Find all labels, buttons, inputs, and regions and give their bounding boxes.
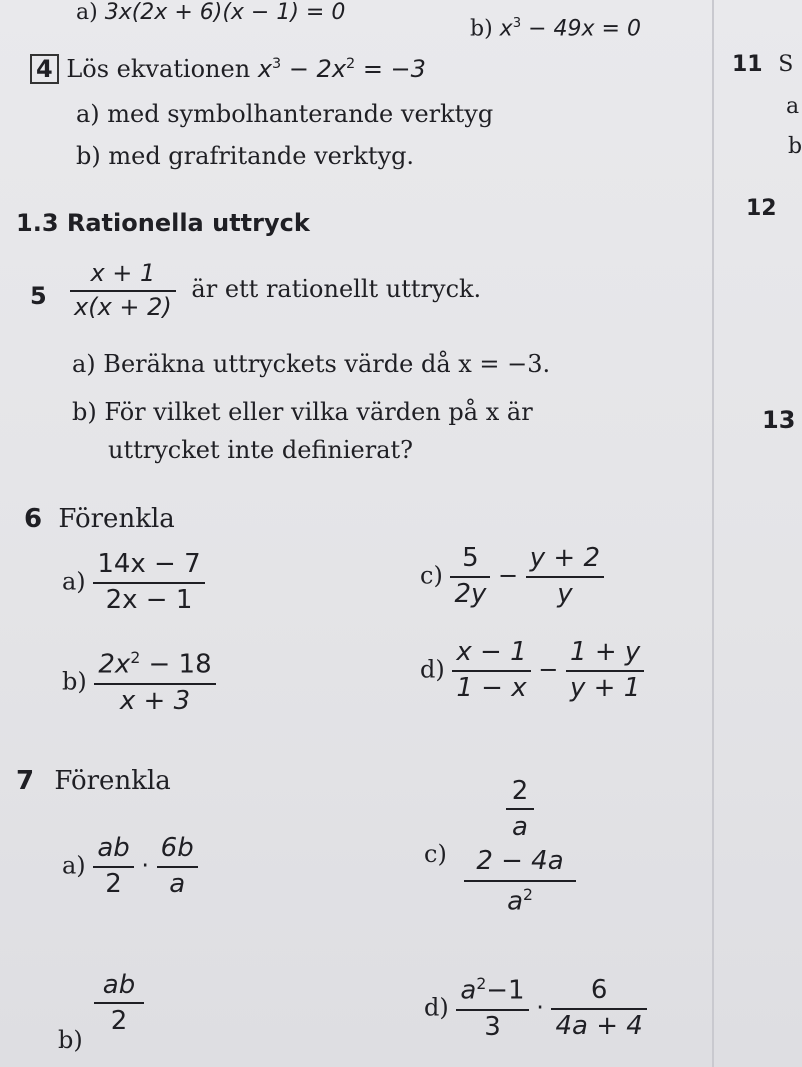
problem-6-a bbox=[62, 550, 205, 616]
problem-6-d-fraction-1 bbox=[452, 638, 530, 704]
fraction-bar bbox=[94, 1002, 144, 1004]
numerator: x − 1 bbox=[456, 637, 527, 667]
problem-7-d bbox=[424, 976, 647, 1042]
problem-6-b-fraction bbox=[94, 650, 215, 716]
problem-6-c-fraction-2 bbox=[526, 544, 604, 610]
problem-7-a bbox=[62, 834, 198, 900]
top-a-label: a) bbox=[76, 0, 98, 25]
right-fragment-a: a bbox=[786, 94, 800, 119]
fraction-bar bbox=[456, 1009, 528, 1011]
numerator: 1 + y bbox=[570, 637, 641, 667]
problem-4-text: Lös ekvationen bbox=[66, 55, 251, 83]
top-b-expr-pre: x bbox=[499, 16, 513, 42]
fraction-bar bbox=[94, 683, 215, 685]
numerator: 6 bbox=[590, 975, 608, 1006]
problem-4-number: 4 bbox=[30, 54, 59, 84]
section-heading: 1.3 Rationella uttryck bbox=[16, 209, 310, 237]
numerator: 5 bbox=[462, 543, 479, 573]
fraction-bar bbox=[526, 576, 604, 578]
denominator: 2y bbox=[454, 578, 487, 609]
denominator: 3 bbox=[484, 1011, 501, 1042]
right-number-11: 11 bbox=[732, 52, 763, 77]
fraction-bar bbox=[93, 582, 204, 584]
top-b-label: b) bbox=[470, 16, 493, 42]
problem-5-text: är ett rationellt uttryck. bbox=[191, 275, 482, 304]
problem-6-c-label: c) bbox=[420, 561, 443, 590]
operator: − bbox=[538, 655, 559, 684]
problem-6-number: 6 bbox=[24, 504, 43, 534]
problem-7-d-fraction-1 bbox=[456, 976, 528, 1042]
denominator: 4a + 4 bbox=[555, 1011, 643, 1042]
problem-6-a-fraction bbox=[93, 550, 204, 616]
problem-4-eq-post: = −3 bbox=[355, 55, 426, 83]
fraction-bar bbox=[93, 866, 133, 868]
problem-5-fraction bbox=[70, 260, 176, 321]
problem-6-title: Förenkla bbox=[58, 504, 175, 534]
operator: · bbox=[141, 851, 150, 880]
problem-7-d-label: d) bbox=[424, 993, 449, 1022]
problem-6-d bbox=[420, 638, 644, 704]
problem-5-numerator: x + 1 bbox=[90, 259, 156, 287]
inner-numerator: 2 bbox=[511, 776, 529, 806]
top-item-a bbox=[76, 0, 345, 25]
denominator: y + 1 bbox=[570, 672, 641, 703]
problem-5-b-line1: b) För vilket eller vilka värden på x är bbox=[72, 398, 533, 426]
right-number-13: 13 bbox=[762, 406, 796, 434]
page-divider bbox=[712, 0, 714, 1067]
inner-value: 2 bbox=[110, 1006, 128, 1036]
fraction-bar bbox=[566, 670, 644, 672]
fraction-bar bbox=[157, 866, 198, 868]
denominator-base: a bbox=[507, 886, 523, 917]
top-item-b: b) $x^3 - 49x = 0$ bbox=[470, 16, 641, 42]
problem-4-eq-mid: − 2x bbox=[281, 55, 347, 83]
problem-4-b: b) med grafritande verktyg. bbox=[76, 142, 415, 170]
fraction-bar bbox=[506, 808, 534, 810]
problem-7-a-fraction-1 bbox=[93, 834, 133, 900]
problem-5-expression bbox=[70, 260, 481, 321]
middle-expression: 2 − 4a bbox=[476, 846, 564, 876]
problem-6-c-fraction-1 bbox=[450, 544, 490, 610]
problem-5-number: 5 bbox=[30, 282, 47, 310]
problem-7-c-label: c) bbox=[424, 840, 447, 868]
operator: − bbox=[498, 561, 519, 590]
numerator: $a^2-1$ bbox=[460, 975, 525, 1006]
operator: · bbox=[536, 993, 544, 1022]
inner-denominator: a bbox=[512, 812, 528, 842]
problem-7-header bbox=[16, 766, 171, 796]
denominator: x + 3 bbox=[119, 685, 191, 716]
problem-6-header bbox=[24, 504, 175, 534]
problem-4-eq-pre: x bbox=[257, 55, 273, 83]
numerator: $2x^2 - 18$ bbox=[98, 649, 212, 680]
problem-7-b-label: b) bbox=[58, 1026, 83, 1054]
fraction-bar bbox=[70, 290, 176, 292]
problem-5-a: a) Beräkna uttryckets värde då x = −3. bbox=[72, 350, 551, 378]
problem-6-b-label: b) bbox=[62, 667, 87, 696]
numerator: ab bbox=[102, 970, 136, 1000]
fraction-bar bbox=[551, 1008, 646, 1010]
numerator-post: −1 bbox=[486, 975, 525, 1006]
problem-7-a-label: a) bbox=[62, 851, 86, 880]
denominator: y bbox=[557, 578, 573, 609]
main-fraction-bar bbox=[464, 880, 576, 882]
problem-6-d-fraction-2 bbox=[566, 638, 644, 704]
denominator: 2x − 1 bbox=[105, 584, 193, 615]
numerator: y + 2 bbox=[529, 543, 601, 573]
problem-4-header: 4 Lös ekvationen $x^3 - 2x^2 = -3$ bbox=[30, 54, 426, 84]
problem-7-d-fraction-2 bbox=[551, 976, 646, 1042]
denominator: a bbox=[169, 868, 186, 899]
numerator-pre: 2x bbox=[98, 649, 131, 680]
top-b-expr-post: − 49x = 0 bbox=[521, 16, 641, 42]
fraction-bar bbox=[452, 670, 530, 672]
problem-7-number: 7 bbox=[16, 766, 35, 796]
numerator: 14x − 7 bbox=[97, 549, 201, 579]
problem-5-denominator: x(x + 2) bbox=[74, 292, 172, 321]
denominator: 1 − x bbox=[456, 672, 527, 703]
numerator: 6b bbox=[160, 833, 194, 863]
problem-6-a-label: a) bbox=[62, 567, 86, 596]
right-problem-11 bbox=[732, 52, 793, 77]
numerator-base: a bbox=[460, 975, 477, 1006]
problem-6-c bbox=[420, 544, 604, 610]
problem-6-d-label: d) bbox=[420, 655, 445, 684]
denominator: 2 bbox=[105, 868, 122, 899]
numerator-post: − 18 bbox=[140, 649, 212, 680]
fraction-bar bbox=[450, 576, 490, 578]
problem-5-b-line2: uttrycket inte definierat? bbox=[108, 436, 414, 464]
problem-4-a: a) med symbolhanterande verktyg bbox=[76, 100, 494, 128]
problem-7-a-fraction-2 bbox=[157, 834, 198, 900]
right-number-11-tail: S bbox=[778, 52, 794, 77]
numerator: ab bbox=[97, 833, 130, 863]
right-fragment-b: b bbox=[788, 134, 802, 159]
problem-7-title: Förenkla bbox=[54, 766, 171, 796]
problem-7-c-complex-fraction bbox=[464, 776, 576, 917]
problem-7-b-fraction bbox=[94, 970, 144, 1036]
top-a-expr: 3x(2x + 6)(x − 1) = 0 bbox=[104, 0, 346, 25]
complex-denominator: $a^2$ bbox=[507, 886, 533, 917]
right-number-12: 12 bbox=[746, 196, 777, 221]
problem-6-b bbox=[62, 650, 216, 716]
